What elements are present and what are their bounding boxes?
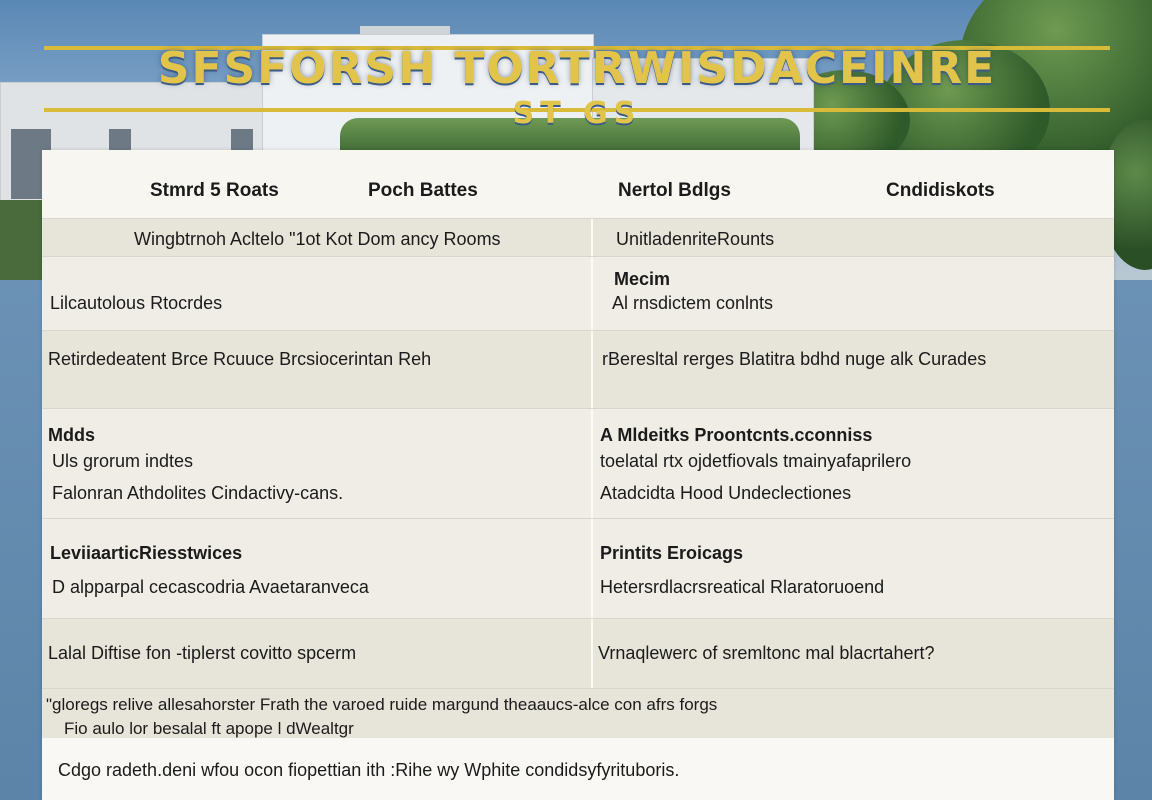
- table-cell-title: LeviiaarticRiesstwices: [50, 543, 243, 563]
- table-note: "gloregs relive allesahorster Frath the varoed ruide margund theaaucs-alce con afrs forgs: [46, 695, 718, 714]
- comparison-table: [42, 150, 1114, 800]
- table-row: [42, 688, 1114, 739]
- table-cell: Lalal Diftise fon -tiplerst covitto spcerm: [48, 643, 357, 663]
- table-note: Fio aulo lor besalal ft apope l dWealtgr: [64, 719, 354, 738]
- table-cell: Uls grorum indtes: [52, 451, 194, 471]
- table-row: [42, 330, 1114, 409]
- page-subtitle: ST GS: [512, 96, 642, 131]
- table-row: [42, 256, 1114, 331]
- table-row: [42, 618, 1114, 689]
- table-cell: toelatal rtx ojdetfiovals tmainyafaprilero: [600, 451, 912, 471]
- table-row: [42, 408, 1114, 519]
- table-cell: Lilcautolous Rtocrdes: [50, 293, 223, 313]
- table-footer: [42, 738, 1114, 800]
- table-cell: UnitladenriteRounts: [616, 229, 775, 249]
- shrub: [0, 200, 42, 280]
- column-header: Stmrd 5 Roats: [150, 180, 279, 201]
- table-row: [42, 218, 1114, 257]
- column-header: Nertol Bdlgs: [618, 180, 731, 201]
- table-cell: Wingbtrnoh Acltelo "1ot Kot Dom ancy Rooms: [134, 229, 501, 249]
- table-cell: Falonran Athdolites Cindactivy-cans.: [52, 483, 344, 503]
- table-cell: Retirdedeatent Brce Rcuuce Brcsiocerintan Reh: [48, 349, 432, 369]
- table-cell: rBeresltal rerges Blatitra bdhd nuge alk Curades: [602, 349, 987, 369]
- table-cell: Vrnaqlewerc of sremltonc mal blacrtahert?: [598, 643, 935, 663]
- table-cell: Atadcidta Hood Undeclectiones: [600, 483, 852, 503]
- column-header: Cndidiskots: [886, 180, 995, 201]
- table-cell: Al rnsdictem conlnts: [612, 293, 774, 313]
- table-cell: D alpparpal cecascodria Avaetaranveca: [52, 577, 369, 597]
- table-cell-title: A Mldeitks Proontcnts.cconniss: [600, 425, 873, 445]
- table-header: [42, 150, 1114, 218]
- page-title: SFSFORSH TORTRWISDACEINRE: [157, 43, 997, 94]
- table-row: [42, 518, 1114, 619]
- footer-text: Cdgo radeth.deni wfou ocon fiopettian ith :Rihe wy Wphite condidsyfyrituboris.: [58, 760, 680, 780]
- table-cell-title: Mecim: [614, 269, 671, 289]
- table-cell-title: Mdds: [48, 425, 95, 445]
- table-cell: Hetersrdlacrsreatical Rlaratoruoend: [600, 577, 885, 597]
- column-header: Poch Battes: [368, 180, 478, 201]
- table-cell-title: Printits Eroicags: [600, 543, 744, 563]
